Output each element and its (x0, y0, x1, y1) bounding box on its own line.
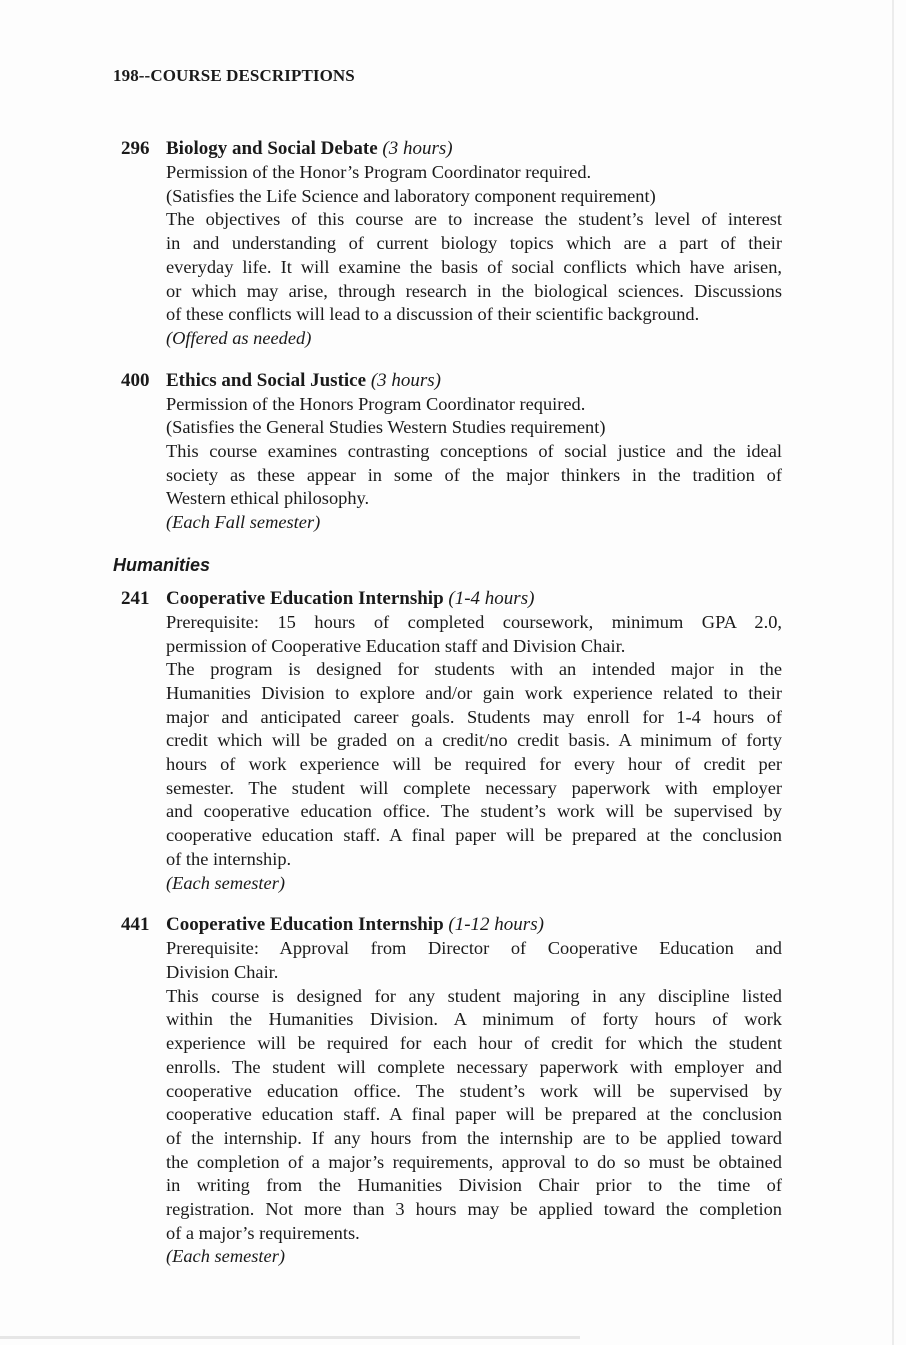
course-number: 441 (121, 914, 150, 936)
course-description-line: credit which will be graded on a credit/no credit basis. A minimum of forty (166, 730, 782, 751)
course-number: 400 (121, 369, 150, 391)
course-title: Cooperative Education Internship (166, 914, 444, 936)
course-description-line: major and anticipated career goals. Students may enroll for 1-4 hours of (166, 706, 782, 727)
course-description-line: enrolls. The student will complete necessary paperwork with employer and (166, 1056, 782, 1077)
course-title-line (166, 587, 906, 611)
course-description-line: society as these appear in some of the major thinkers in the tradition of (166, 464, 782, 485)
course-description-line: in writing from the Humanities Division Chair prior to the time of (166, 1175, 782, 1196)
course-number: 241 (121, 587, 150, 609)
course-description-line: Prerequisite: 15 hours of completed coursework, minimum GPA 2.0, (166, 611, 782, 632)
course-description-line: Permission of the Honors Program Coordinator required. (166, 393, 586, 414)
course-description-line: Division Chair. (166, 961, 279, 982)
course-description-line: experience will be required for each hour of credit for which the student (166, 1033, 782, 1054)
section-heading-humanities: Humanities (113, 554, 211, 575)
course-description-line: The objectives of this course are to increase the student’s level of interest (166, 209, 782, 230)
course-entry (0, 369, 906, 535)
course-offering: (Each semester) (166, 872, 285, 893)
course-description-line: everyday life. It will examine the basis of social conflicts which have arisen, (166, 256, 782, 277)
course-entry (0, 587, 906, 895)
course-description-line: cooperative education staff. A final paper will be prepared at the conclusion (166, 825, 782, 846)
course-number: 296 (121, 138, 150, 159)
course-description-line: (Satisfies the General Studies Western Studies requirement) (166, 417, 606, 438)
course-title-line (166, 137, 906, 161)
course-description-line: Western ethical philosophy. (166, 488, 370, 509)
course-title-line (166, 369, 906, 393)
page-bottom-shadow (0, 1336, 580, 1339)
course-hours: (1-4 hours) (448, 587, 535, 609)
course-description-line: within the Humanities Division. A minimum of forty hours of work (166, 1009, 782, 1030)
course-description-line: and cooperative education office. The student’s work will be supervised by (166, 801, 782, 822)
course-description-line: of the internship. If any hours from the internship are to be applied toward (166, 1127, 782, 1148)
course-description-line: the completion of a major’s requirements, approval to do so must be obtained (166, 1151, 782, 1172)
course-title: Cooperative Education Internship (166, 587, 444, 609)
course-offering: (Each Fall semester) (166, 512, 321, 533)
course-description-line: cooperative education staff. A final paper will be prepared at the conclusion (166, 1104, 782, 1125)
course-description-line: in and understanding of current biology topics which are a part of their (166, 233, 782, 254)
course-description-line: of the internship. (166, 848, 292, 869)
running-header: 198--COURSE DESCRIPTIONS (113, 66, 355, 85)
course-description-line: registration. Not more than 3 hours may be applied toward the completion (166, 1199, 782, 1220)
course-description-line: of a major’s requirements. (166, 1222, 360, 1243)
course-description-line: permission of Cooperative Education staff and Division Chair. (166, 635, 626, 656)
course-hours: (1-12 hours) (448, 914, 544, 936)
course-description-line: Permission of the Honor’s Program Coordinator required. (166, 162, 592, 182)
course-description-line: Prerequisite: Approval from Director of Cooperative Education and (166, 938, 782, 959)
course-entry (0, 137, 906, 351)
course-description-line: The program is designed for students with an intended major in the (166, 659, 782, 680)
course-description-line: This course examines contrasting conceptions of social justice and the ideal (166, 441, 782, 462)
course-description-line: or which may arise, through research in the biological sciences. Discussions (166, 280, 782, 301)
course-entry (0, 913, 906, 1269)
course-description-line: hours of work experience will be required for every hour of credit per (166, 754, 782, 775)
course-title: Biology and Social Debate (166, 138, 378, 159)
course-description-line: of these conflicts will lead to a discussion of their scientific background. (166, 304, 700, 325)
course-description-line: Humanities Division to explore and/or gain work experience related to their (166, 682, 782, 703)
course-hours: (3 hours) (370, 369, 442, 391)
course-title-line (166, 913, 906, 937)
course-description-line: cooperative education office. The student’s work will be supervised by (166, 1080, 782, 1101)
course-title: Ethics and Social Justice (166, 369, 367, 391)
course-description-line: semester. The student will complete necessary paperwork with employer (166, 777, 782, 798)
course-description-line: This course is designed for any student majoring in any discipline listed (166, 985, 782, 1006)
course-group-honors (0, 137, 906, 535)
course-offering: (Offered as needed) (166, 327, 312, 348)
course-offering: (Each semester) (166, 1246, 285, 1267)
course-hours: (3 hours) (382, 138, 453, 159)
course-description-line: (Satisfies the Life Science and laboratory component requirement) (166, 185, 656, 206)
course-group-humanities (0, 587, 906, 1269)
page-content (0, 137, 906, 1287)
